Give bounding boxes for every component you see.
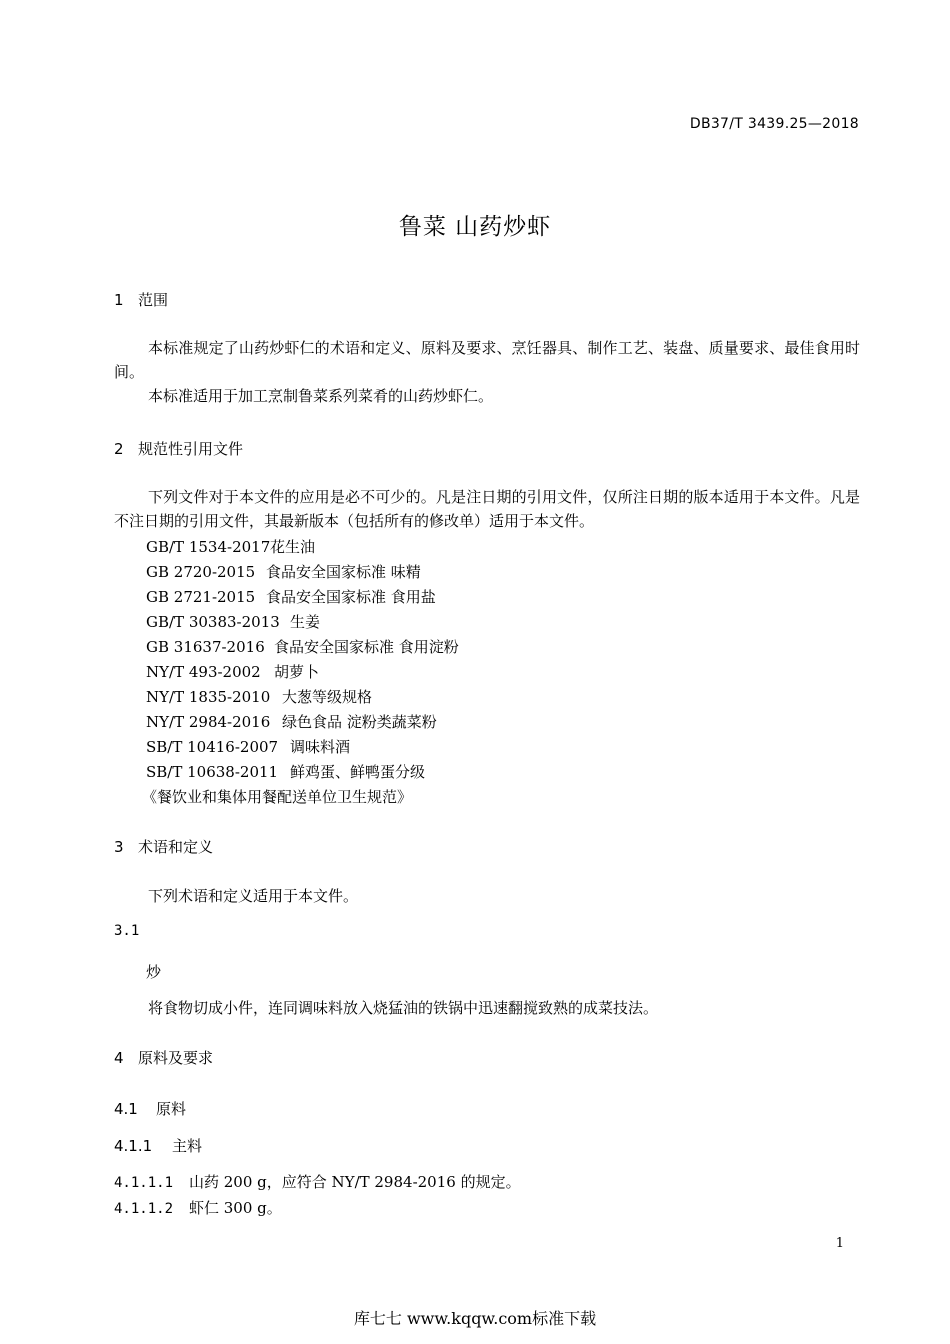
reference-code: SB/T 10638-2011 [146, 763, 279, 781]
subsection-title: 原料 [156, 1100, 187, 1118]
reference-code: GB 2720-2015 [146, 563, 256, 581]
reference-name: 鲜鸡蛋、鲜鸭蛋分级 [290, 763, 426, 781]
reference-item [146, 611, 320, 632]
reference-code: NY/T 2984-2016 [146, 713, 271, 731]
section-title: 规范性引用文件 [138, 440, 244, 458]
reference-code: NY/T 493-2002 [146, 663, 261, 681]
section-3-paragraph-1: 下列术语和定义适用于本文件。 [148, 887, 359, 905]
subsection-4-1-heading [114, 1098, 186, 1119]
section-number: 4 [114, 1049, 124, 1067]
section-number: 1 [114, 291, 124, 309]
reference-name: 胡萝卜 [274, 663, 320, 681]
section-title: 原料及要求 [138, 1049, 214, 1067]
reference-item [146, 561, 421, 582]
reference-item [146, 586, 436, 607]
clause-text: 山药 200 g，应符合 NY/T 2984-2016 的规定。 [189, 1173, 521, 1191]
reference-name: 大葱等级规格 [282, 688, 373, 706]
clause-number: 4.1.1.1 [114, 1175, 174, 1191]
subsection-number: 4.1 [114, 1100, 138, 1118]
clause-number: 4.1.1.2 [114, 1201, 174, 1217]
section-4-heading [114, 1047, 213, 1068]
reference-item-regulation: 《餐饮业和集体用餐配送单位卫生规范》 [142, 788, 413, 806]
section-title: 术语和定义 [138, 838, 214, 856]
reference-code: SB/T 10416-2007 [146, 738, 279, 756]
reference-name: 调味料酒 [290, 738, 351, 756]
subsection-number: 4.1.1 [114, 1137, 153, 1155]
clause-item [114, 1171, 521, 1192]
reference-name: 绿色食品 淀粉类蔬菜粉 [282, 713, 437, 731]
reference-name: 生姜 [290, 613, 321, 631]
section-number: 2 [114, 440, 124, 458]
reference-item [146, 736, 350, 757]
section-1-heading [114, 289, 168, 310]
section-3-heading [114, 836, 213, 857]
reference-item [146, 661, 319, 682]
reference-item [146, 711, 437, 732]
reference-item [146, 686, 372, 707]
reference-name: 食品安全国家标准 食用盐 [266, 588, 436, 606]
reference-item [146, 761, 425, 782]
section-2-heading [114, 438, 243, 459]
clause-text: 虾仁 300 g。 [189, 1199, 282, 1217]
reference-code: GB/T 1534-2017 [146, 538, 271, 556]
subsection-title: 主料 [172, 1137, 203, 1155]
reference-code: GB 31637-2016 [146, 638, 265, 656]
reference-name: 食品安全国家标准 味精 [266, 563, 421, 581]
subsection-4-1-1-heading [114, 1135, 202, 1156]
section-1-paragraph-2: 本标准适用于加工烹制鲁菜系列菜肴的山药炒虾仁。 [148, 387, 494, 405]
reference-name: 食品安全国家标准 食用淀粉 [274, 638, 459, 656]
reference-code: NY/T 1835-2010 [146, 688, 271, 706]
reference-code: GB 2721-2015 [146, 588, 256, 606]
term-definition: 将食物切成小件，连同调味料放入烧猛油的铁锅中迅速翻搅致熟的成菜技法。 [148, 999, 659, 1017]
term-name: 炒 [146, 963, 162, 981]
section-2-paragraph-1: 下列文件对于本文件的应用是必不可少的。凡是注日期的引用文件，仅所注日期的版本适用于本文件。凡是不注日期的引用文件，其最新版本（包括所有的修改单）适用于本文件。 [114, 488, 860, 530]
document-title: 鲁菜 山药炒虾 [398, 214, 552, 240]
reference-item [146, 536, 315, 557]
reference-item [146, 636, 459, 657]
section-title: 范围 [138, 291, 169, 309]
reference-name: 花生油 [270, 538, 316, 556]
footer-watermark-link[interactable]: 库七七 www.kqqw.com标准下载 [353, 1309, 597, 1328]
term-number: 3.1 [114, 923, 140, 939]
page-number: 1 [835, 1236, 844, 1251]
section-1-paragraph-1: 本标准规定了山药炒虾仁的术语和定义、原料及要求、烹饪器具、制作工艺、装盘、质量要求、最佳食用时间。 [114, 339, 860, 381]
reference-code: GB/T 30383-2013 [146, 613, 280, 631]
section-number: 3 [114, 838, 124, 856]
standard-code: DB37/T 3439.25—2018 [689, 116, 859, 132]
clause-item [114, 1197, 282, 1218]
